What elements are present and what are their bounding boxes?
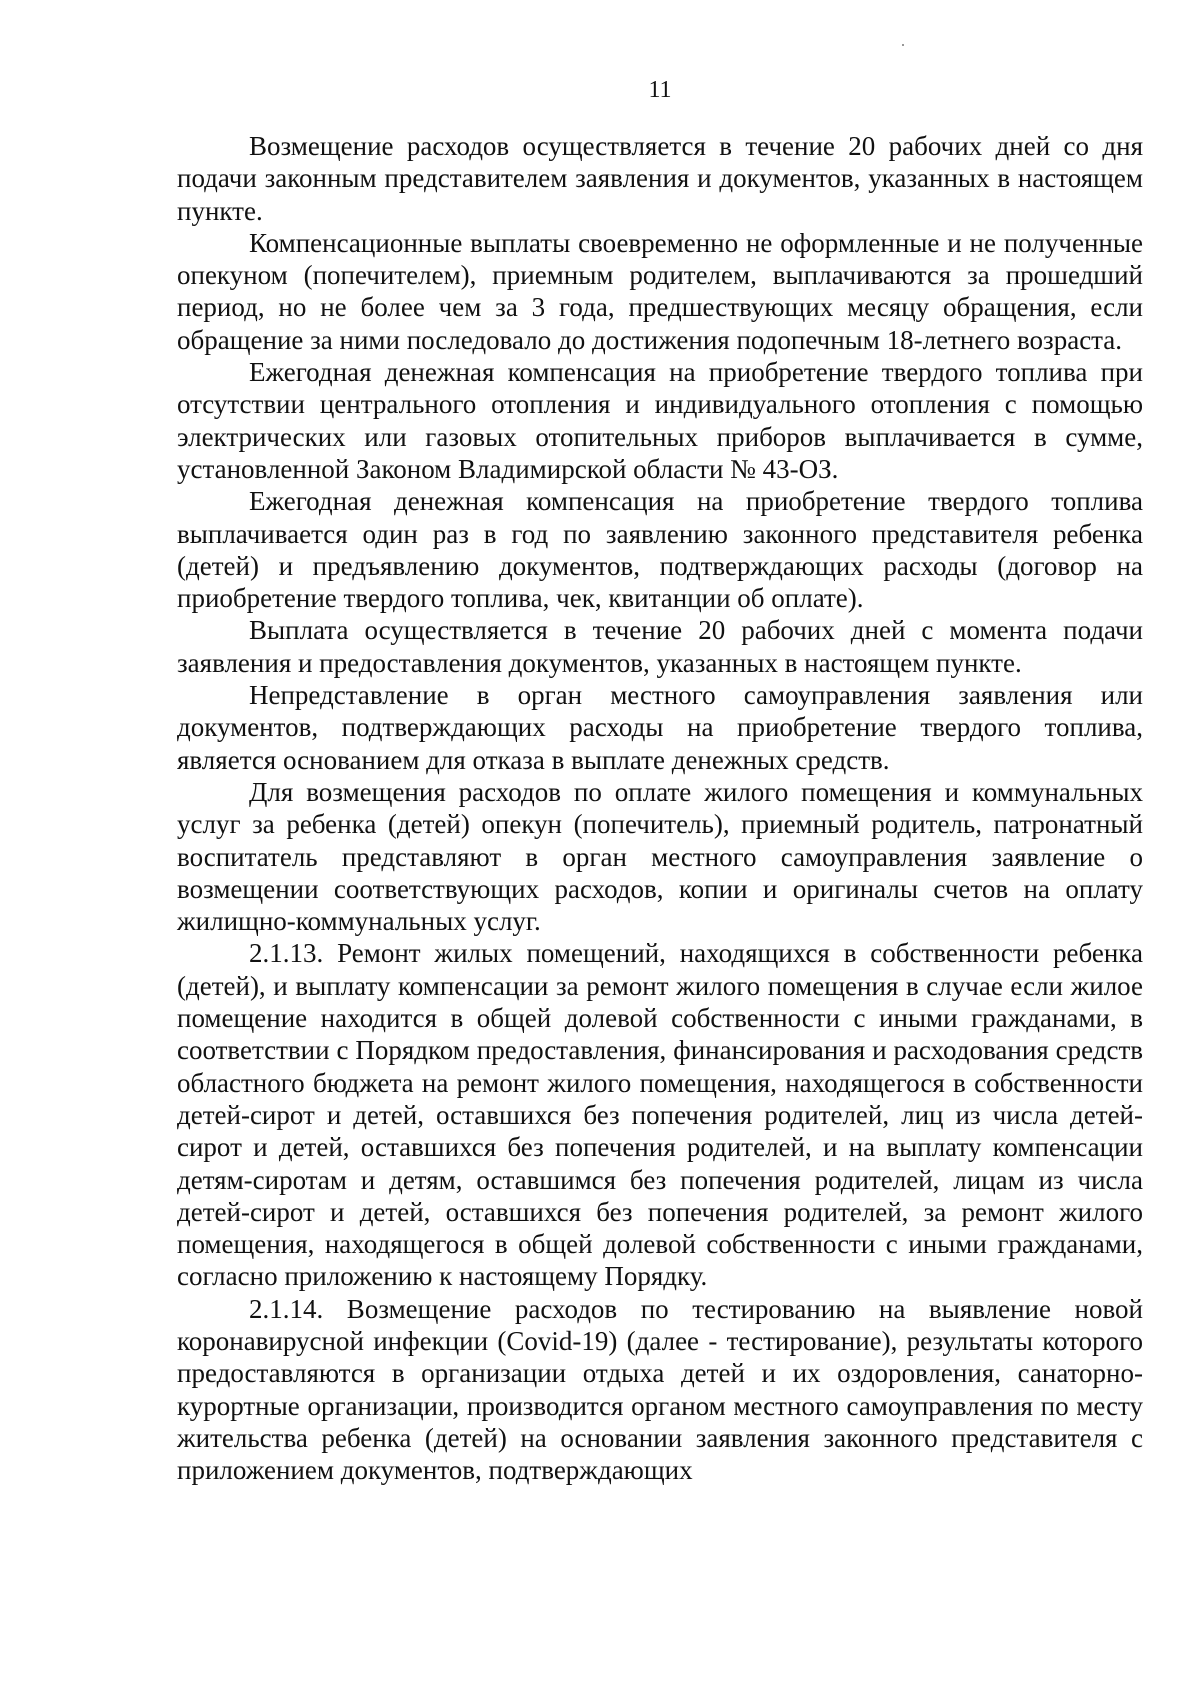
paragraph-payment-period: Выплата осуществляется в течение 20 рабочих дней с момента подачи заявления и предоставления документов, указанных в настоящем пункте.	[177, 615, 1143, 678]
paragraph-fuel-compensation-amount: Ежегодная денежная компенсация на приобретение твердого топлива при отсутствии центрального отопления и индивидуального отопления с помощью электрических или газовых отопительных приборов выплачивается в сумме, установленной Законом Владимирской области № 43-ОЗ.	[177, 357, 1143, 484]
document-body	[177, 130, 1143, 1486]
page-number: 11	[648, 77, 672, 103]
paragraph-reimbursement-period: Возмещение расходов осуществляется в течение 20 рабочих дней со дня подачи законным представителем заявления и документов, указанных в настоящем пункте.	[177, 131, 1143, 226]
paragraph-housing-utilities: Для возмещения расходов по оплате жилого помещения и коммунальных услуг за ребенка (детей) опекун (попечитель), приемный родитель, патронатный воспитатель представляют в орган местного самоуправления заявление о возмещении соответствующих расходов, копии и оригиналы счетов на оплату жилищно-коммунальных услуг.	[177, 776, 1143, 937]
paragraph-section-2-1-14: 2.1.14. Возмещение расходов по тестированию на выявление новой коронавирусной инфекции (Covid-19) (далее - тестирование), результаты которого предоставляются в организации отдыха детей и их оздоровления, санаторно-курортные организации, производится органом местного самоуправления по месту жительства ребенка (детей) на основании заявления законного представителя с приложением документов, подтверждающих	[177, 1293, 1143, 1486]
paragraph-compensation-payments: Компенсационные выплаты своевременно не оформленные и не полученные опекуном (попечителем), приемным родителем, выплачиваются за прошедший период, но не более чем за 3 года, предшествующих месяцу обращения, если обращение за ними последовало до достижения подопечным 18-летнего возраста.	[177, 227, 1143, 355]
paragraph-section-2-1-13: 2.1.13. Ремонт жилых помещений, находящихся в собственности ребенка (детей), и выплату компенсации за ремонт жилого помещения в случае если жилое помещение находится в общей долевой собственности с иными гражданами, в соответствии с Порядком предоставления, финансирования и расходования средств областного бюджета на ремонт жилого помещения, находящегося в собственности детей-сирот и детей, оставшихся без попечения родителей, лиц из числа детей-сирот и детей, оставшихся без попечения родителей, и на выплату компенсации детям-сиротам и детям, оставшимся без попечения родителей, лицам из числа детей-сирот и детей, оставшихся без попечения родителей, за ремонт жилого помещения, находящегося в общей долевой собственности с иными гражданами, согласно приложению к настоящему Порядку.	[177, 938, 1143, 1292]
scan-artifact-dot	[902, 44, 904, 46]
paragraph-fuel-compensation-annual: Ежегодная денежная компенсация на приобретение твердого топлива выплачивается один раз в год по заявлению законного представителя ребенка (детей) и предъявлению документов, подтверждающих расходы (договор на приобретение твердого топлива, чек, квитанции об оплате).	[177, 486, 1143, 614]
paragraph-refusal-grounds: Непредставление в орган местного самоуправления заявления или документов, подтверждающих расходы на приобретение твердого топлива, является основанием для отказа в выплате денежных средств.	[177, 680, 1143, 775]
